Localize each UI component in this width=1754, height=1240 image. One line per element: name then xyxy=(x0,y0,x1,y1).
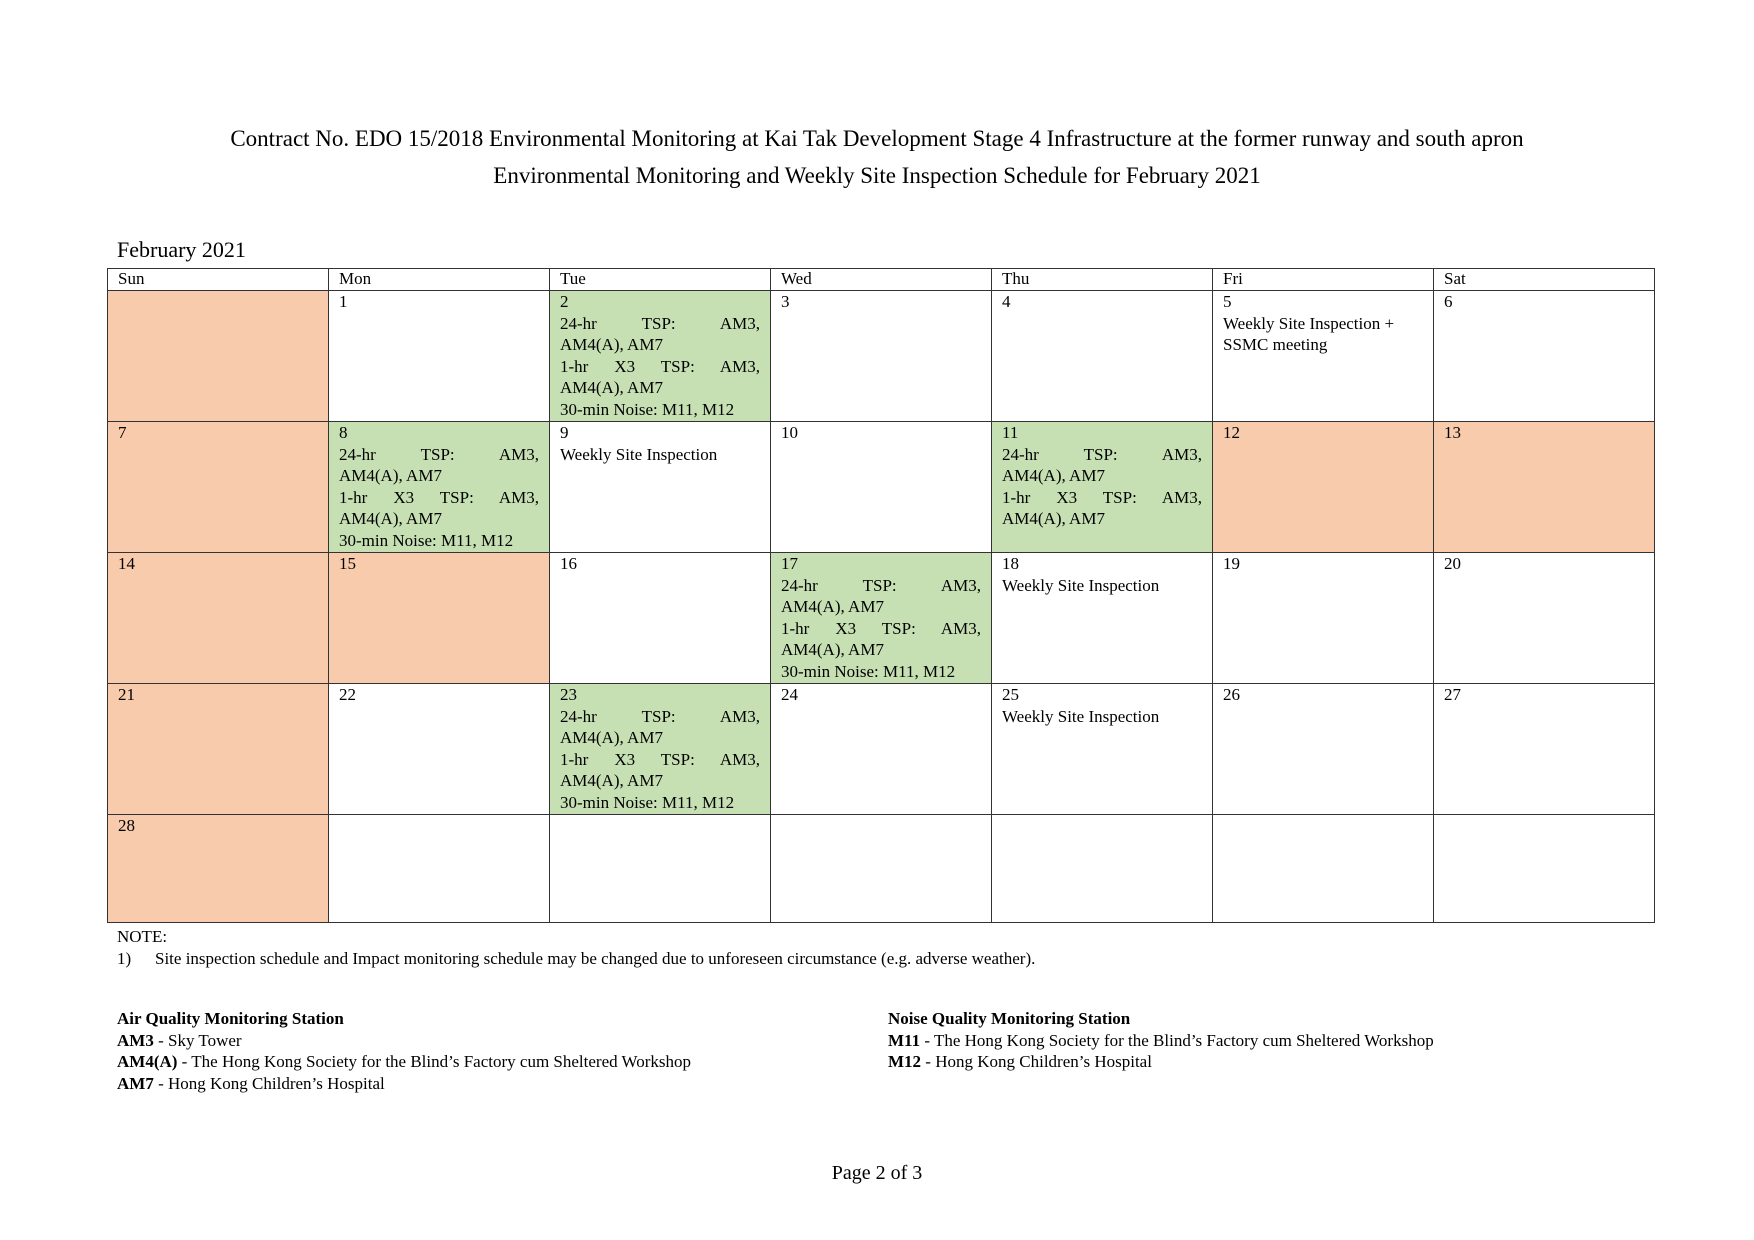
station-code: M12 xyxy=(888,1052,922,1072)
page-number: Page 2 of 3 xyxy=(831,1162,923,1184)
calendar-day-cell xyxy=(1434,422,1655,553)
note-number: 1) xyxy=(117,949,132,968)
day-number: 23 xyxy=(560,685,577,704)
schedule-entry: Weekly Site Inspection xyxy=(560,444,718,464)
calendar-day-cell xyxy=(329,815,550,923)
calendar-day-cell xyxy=(550,684,771,815)
day-number: 21 xyxy=(118,685,135,704)
calendar-day-cell xyxy=(550,422,771,553)
day-number: 18 xyxy=(1002,554,1019,573)
calendar-day-cell xyxy=(108,291,329,422)
schedule-entry: 1-hr X3 TSP: AM3, xyxy=(781,618,981,638)
calendar-day-cell xyxy=(771,684,992,815)
station-legend-item xyxy=(117,1030,691,1052)
station-legend-item xyxy=(888,1030,1434,1052)
noise-legend-title: Noise Quality Monitoring Station xyxy=(888,1009,1131,1028)
calendar-day-cell xyxy=(771,815,992,923)
day-number: 19 xyxy=(1223,554,1240,573)
day-number: 8 xyxy=(339,423,348,442)
schedule-entry: Weekly Site Inspection xyxy=(1002,575,1160,595)
day-number: 20 xyxy=(1444,554,1461,573)
schedule-entry: 1-hr X3 TSP: AM3, xyxy=(1002,487,1202,507)
schedule-entry: AM4(A), AM7 xyxy=(781,640,884,660)
calendar-body xyxy=(108,291,1655,923)
schedule-entry: Weekly Site Inspection xyxy=(1002,706,1160,726)
title-line-1: Contract No. EDO 15/2018 Environmental Monitoring at Kai Tak Development Stage 4 Infrastructure at the former runway and south apron xyxy=(230,126,1524,151)
day-number: 24 xyxy=(781,685,798,704)
noise-quality-legend xyxy=(888,1008,1434,1073)
schedule-entry: Weekly Site Inspection + xyxy=(1223,313,1395,333)
schedule-entry: AM4(A), AM7 xyxy=(1002,509,1105,529)
station-description: - Hong Kong Children’s Hospital xyxy=(921,1052,1152,1072)
schedule-entry: 24-hr TSP: AM3, xyxy=(560,706,760,726)
schedule-entry: 30-min Noise: M11, M12 xyxy=(781,661,956,681)
calendar-day-cell xyxy=(108,815,329,923)
calendar-day-cell xyxy=(1213,684,1434,815)
calendar-day-cell xyxy=(1434,291,1655,422)
day-number: 7 xyxy=(118,423,127,442)
noise-legend-items xyxy=(888,1030,1434,1073)
calendar-day-cell xyxy=(771,553,992,684)
station-description: - The Hong Kong Society for the Blind’s Factory cum Sheltered Workshop xyxy=(177,1052,692,1072)
day-number: 6 xyxy=(1444,292,1453,311)
calendar-day-cell xyxy=(992,684,1213,815)
weekday-header: Wed xyxy=(771,269,992,291)
weekday-header: Fri xyxy=(1213,269,1434,291)
calendar-day-cell xyxy=(329,553,550,684)
calendar-day-cell xyxy=(108,684,329,815)
day-number: 22 xyxy=(339,685,356,704)
station-description: - The Hong Kong Society for the Blind’s Factory cum Sheltered Workshop xyxy=(920,1030,1434,1050)
day-number: 17 xyxy=(781,554,798,573)
schedule-entry: 1-hr X3 TSP: AM3, xyxy=(339,487,539,507)
station-legend-item xyxy=(117,1073,691,1095)
air-quality-legend xyxy=(117,1008,691,1094)
day-number: 27 xyxy=(1444,685,1461,704)
schedule-entry: AM4(A), AM7 xyxy=(560,771,663,791)
schedule-entry: SSMC meeting xyxy=(1223,335,1328,355)
calendar-day-cell xyxy=(992,291,1213,422)
day-number: 16 xyxy=(560,554,577,573)
calendar-day-cell xyxy=(1213,815,1434,923)
day-number: 10 xyxy=(781,423,798,442)
weekday-header: Tue xyxy=(550,269,771,291)
calendar-week-row xyxy=(108,291,1655,422)
schedule-entry: 1-hr X3 TSP: AM3, xyxy=(560,356,760,376)
day-number: 12 xyxy=(1223,423,1240,442)
station-description: - Sky Tower xyxy=(153,1030,242,1050)
calendar-day-cell xyxy=(771,291,992,422)
calendar-week-row xyxy=(108,684,1655,815)
calendar-day-cell xyxy=(329,422,550,553)
calendar-day-cell xyxy=(108,422,329,553)
calendar-day-cell xyxy=(1213,291,1434,422)
day-number: 1 xyxy=(339,292,348,311)
calendar-week-row xyxy=(108,815,1655,923)
weekday-header: Sat xyxy=(1434,269,1655,291)
notes-list xyxy=(117,948,1035,970)
day-number: 9 xyxy=(560,423,569,442)
day-number: 25 xyxy=(1002,685,1019,704)
calendar-week-row xyxy=(108,553,1655,684)
day-number: 28 xyxy=(118,816,135,835)
document-title xyxy=(0,120,1754,194)
day-number: 26 xyxy=(1223,685,1240,704)
calendar-day-cell xyxy=(771,422,992,553)
station-legend-item xyxy=(888,1051,1434,1073)
calendar-day-cell xyxy=(1213,422,1434,553)
station-description: - Hong Kong Children’s Hospital xyxy=(153,1073,385,1093)
calendar-day-cell xyxy=(550,553,771,684)
calendar-day-cell xyxy=(1434,553,1655,684)
calendar-week-row xyxy=(108,422,1655,553)
day-number: 14 xyxy=(118,554,135,573)
air-legend-title: Air Quality Monitoring Station xyxy=(117,1009,344,1028)
title-line-2: Environmental Monitoring and Weekly Site Inspection Schedule for February 2021 xyxy=(493,163,1261,188)
schedule-entry: AM4(A), AM7 xyxy=(781,597,884,617)
calendar-day-cell xyxy=(550,815,771,923)
schedule-entry: 30-min Noise: M11, M12 xyxy=(339,530,514,550)
note-text: Site inspection schedule and Impact monitoring schedule may be changed due to unforeseen circumstance (e.g. adverse weather). xyxy=(155,949,1036,968)
calendar-day-cell xyxy=(992,553,1213,684)
weekday-header: Thu xyxy=(992,269,1213,291)
schedule-entry: AM4(A), AM7 xyxy=(560,378,663,398)
schedule-entry: AM4(A), AM7 xyxy=(560,728,663,748)
calendar-day-cell xyxy=(108,553,329,684)
notes-section xyxy=(117,926,1035,970)
station-legend-item xyxy=(117,1051,691,1073)
calendar-day-cell xyxy=(992,815,1213,923)
weekday-header: Mon xyxy=(329,269,550,291)
day-number: 2 xyxy=(560,292,569,311)
calendar-day-cell xyxy=(1434,815,1655,923)
station-code: AM3 xyxy=(117,1030,154,1050)
day-number: 13 xyxy=(1444,423,1461,442)
notes-heading: NOTE: xyxy=(117,927,168,946)
day-number: 15 xyxy=(339,554,356,573)
station-code: AM4(A) xyxy=(117,1052,178,1072)
schedule-entry: AM4(A), AM7 xyxy=(1002,466,1105,486)
schedule-entry: 24-hr TSP: AM3, xyxy=(339,444,539,464)
schedule-entry: 24-hr TSP: AM3, xyxy=(781,575,981,595)
schedule-entry: AM4(A), AM7 xyxy=(339,509,442,529)
note-item xyxy=(117,948,1035,970)
calendar-table xyxy=(107,268,1655,923)
weekday-header: Sun xyxy=(108,269,329,291)
calendar-day-cell xyxy=(550,291,771,422)
schedule-entry: AM4(A), AM7 xyxy=(560,335,663,355)
station-code: AM7 xyxy=(117,1073,154,1093)
schedule-entry: 1-hr X3 TSP: AM3, xyxy=(560,749,760,769)
calendar-day-cell xyxy=(329,684,550,815)
calendar-day-cell xyxy=(992,422,1213,553)
schedule-entry: 30-min Noise: M11, M12 xyxy=(560,792,735,812)
calendar-day-cell xyxy=(1434,684,1655,815)
day-number: 11 xyxy=(1002,423,1019,442)
day-number: 5 xyxy=(1223,292,1232,311)
air-legend-items xyxy=(117,1030,691,1095)
calendar-day-cell xyxy=(1213,553,1434,684)
calendar-month-label: February 2021 xyxy=(117,237,246,262)
weekday-header-row xyxy=(108,269,1655,291)
day-number: 4 xyxy=(1002,292,1011,311)
schedule-entry: 24-hr TSP: AM3, xyxy=(560,313,760,333)
station-code: M11 xyxy=(888,1030,921,1050)
schedule-entry: 24-hr TSP: AM3, xyxy=(1002,444,1202,464)
schedule-entry: 30-min Noise: M11, M12 xyxy=(560,399,735,419)
calendar-day-cell xyxy=(329,291,550,422)
schedule-entry: AM4(A), AM7 xyxy=(339,466,442,486)
day-number: 3 xyxy=(781,292,790,311)
